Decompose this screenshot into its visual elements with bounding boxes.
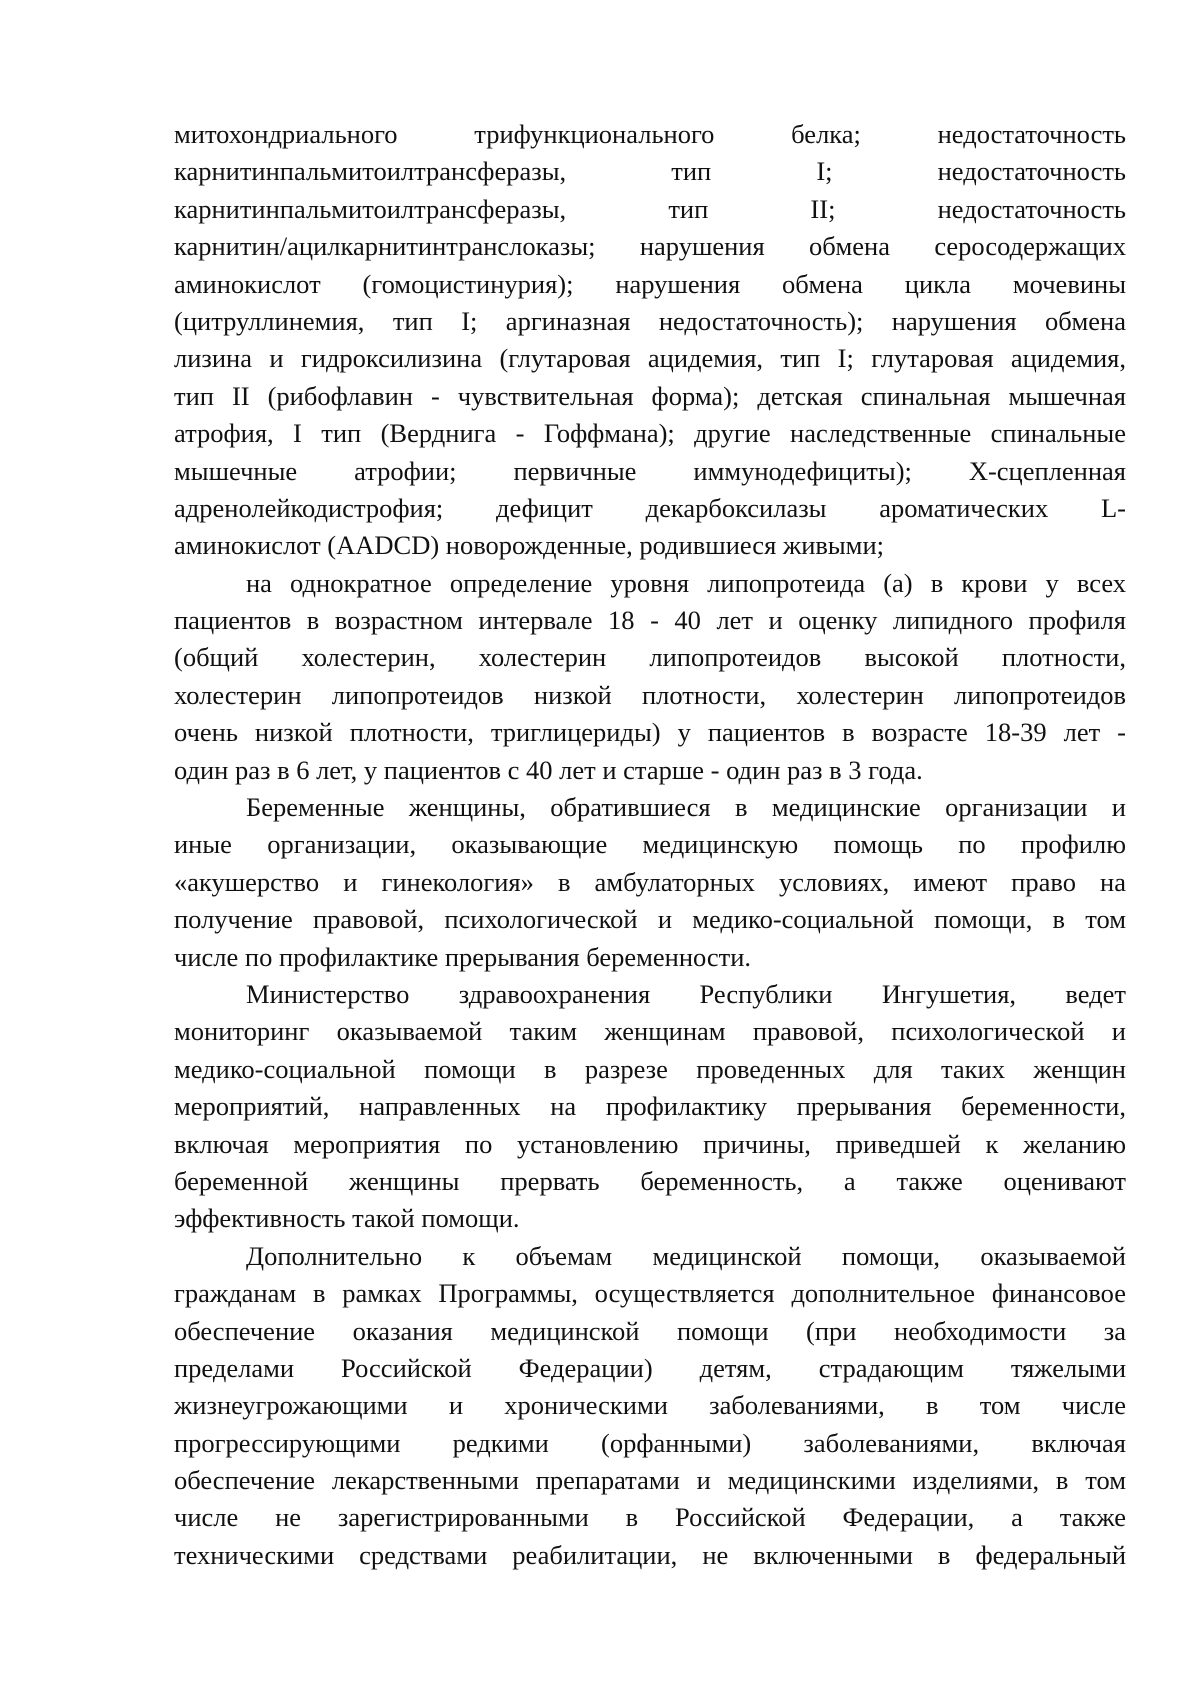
text-line: Беременные женщины, обратившиеся в медицинские организации и [246, 792, 1126, 823]
text-line: иные организации, оказывающие медицинскую помощь по профилю [174, 829, 1126, 860]
text-line: включая мероприятия по установлению причины, приведшей к желанию [174, 1128, 1126, 1159]
text-line: обеспечение оказания медицинской помощи (при необходимости за [174, 1315, 1126, 1346]
text-line: (общий холестерин, холестерин липопротеидов высокой плотности, [174, 642, 1126, 673]
text-line: Министерство здравоохранения Республики Ингушетия, ведет [246, 978, 1126, 1009]
text-line: на однократное определение уровня липопротеида (а) в крови у всех [246, 567, 1126, 598]
document-body [174, 116, 1126, 1574]
text-line: (цитруллинемия, тип I; аргиназная недостаточность); нарушения обмена [174, 305, 1126, 336]
paragraph [174, 976, 1126, 1238]
text-line: один раз в 6 лет, у пациентов с 40 лет и старше - один раз в 3 года. [174, 754, 923, 785]
text-line: получение правовой, психологической и медико-социальной помощи, в том [174, 904, 1126, 935]
text-line: гражданам в рамках Программы, осуществляется дополнительное финансовое [174, 1278, 1126, 1309]
text-line: «акушерство и гинекология» в амбулаторных условиях, имеют право на [174, 866, 1126, 897]
text-line: жизнеугрожающими и хроническими заболеваниями, в том числе [174, 1390, 1126, 1421]
text-line: мониторинг оказываемой таким женщинам правовой, психологической и [174, 1016, 1126, 1047]
text-line: лизина и гидроксилизина (глутаровая ацидемия, тип I; глутаровая ацидемия, [174, 343, 1126, 374]
text-line: пациентов в возрастном интервале 18 - 40 лет и оценку липидного профиля [174, 605, 1126, 636]
text-line: холестерин липопротеидов низкой плотности, холестерин липопротеидов [174, 679, 1126, 710]
text-line: мышечные атрофии; первичные иммунодефициты); X-сцепленная [174, 455, 1126, 486]
text-line: аминокислот (гомоцистинурия); нарушения обмена цикла мочевины [174, 268, 1126, 299]
paragraph [174, 565, 1126, 789]
text-line: атрофия, I тип (Верднига - Гоффмана); другие наследственные спинальные [174, 418, 1126, 449]
paragraph [174, 116, 1126, 565]
text-line: пределами Российской Федерации) детям, страдающим тяжелыми [174, 1352, 1126, 1383]
text-line: карнитин/ацилкарнитинтранслоказы; нарушения обмена серосодержащих [174, 231, 1126, 262]
text-line: митохондриального трифункционального белка; недостаточность [174, 119, 1126, 149]
text-line: Дополнительно к объемам медицинской помощи, оказываемой [246, 1240, 1126, 1271]
text-line: числе по профилактике прерывания беременности. [174, 941, 752, 972]
text-line: аминокислот (AADCD) новорожденные, родившиеся живыми; [174, 530, 885, 561]
text-line: числе не зарегистрированными в Российской Федерации, а также [174, 1502, 1126, 1533]
text-line: адренолейкодистрофия; дефицит декарбоксилазы ароматических L- [174, 492, 1126, 523]
text-line: прогрессирующими редкими (орфанными) заболеваниями, включая [174, 1427, 1126, 1458]
paragraph [174, 789, 1126, 976]
text-line: карнитинпальмитоилтрансферазы, тип I; недостаточность [174, 156, 1126, 187]
text-line: техническими средствами реабилитации, не включенными в федеральный [174, 1539, 1126, 1570]
text-line: обеспечение лекарственными препаратами и медицинскими изделиями, в том [174, 1465, 1126, 1496]
text-line: карнитинпальмитоилтрансферазы, тип II; недостаточность [174, 193, 1126, 224]
text-line: эффективность такой помощи. [174, 1203, 520, 1234]
text-line: беременной женщины прервать беременность, а также оценивают [174, 1165, 1126, 1196]
paragraph [174, 1238, 1126, 1575]
text-line: очень низкой плотности, триглицериды) у пациентов в возрасте 18-39 лет - [174, 717, 1126, 748]
text-line: медико-социальной помощи в разрезе проведенных для таких женщин [174, 1053, 1126, 1084]
text-line: мероприятий, направленных на профилактику прерывания беременности, [174, 1091, 1126, 1122]
text-line: тип II (рибофлавин - чувствительная форма); детская спинальная мышечная [174, 380, 1126, 411]
